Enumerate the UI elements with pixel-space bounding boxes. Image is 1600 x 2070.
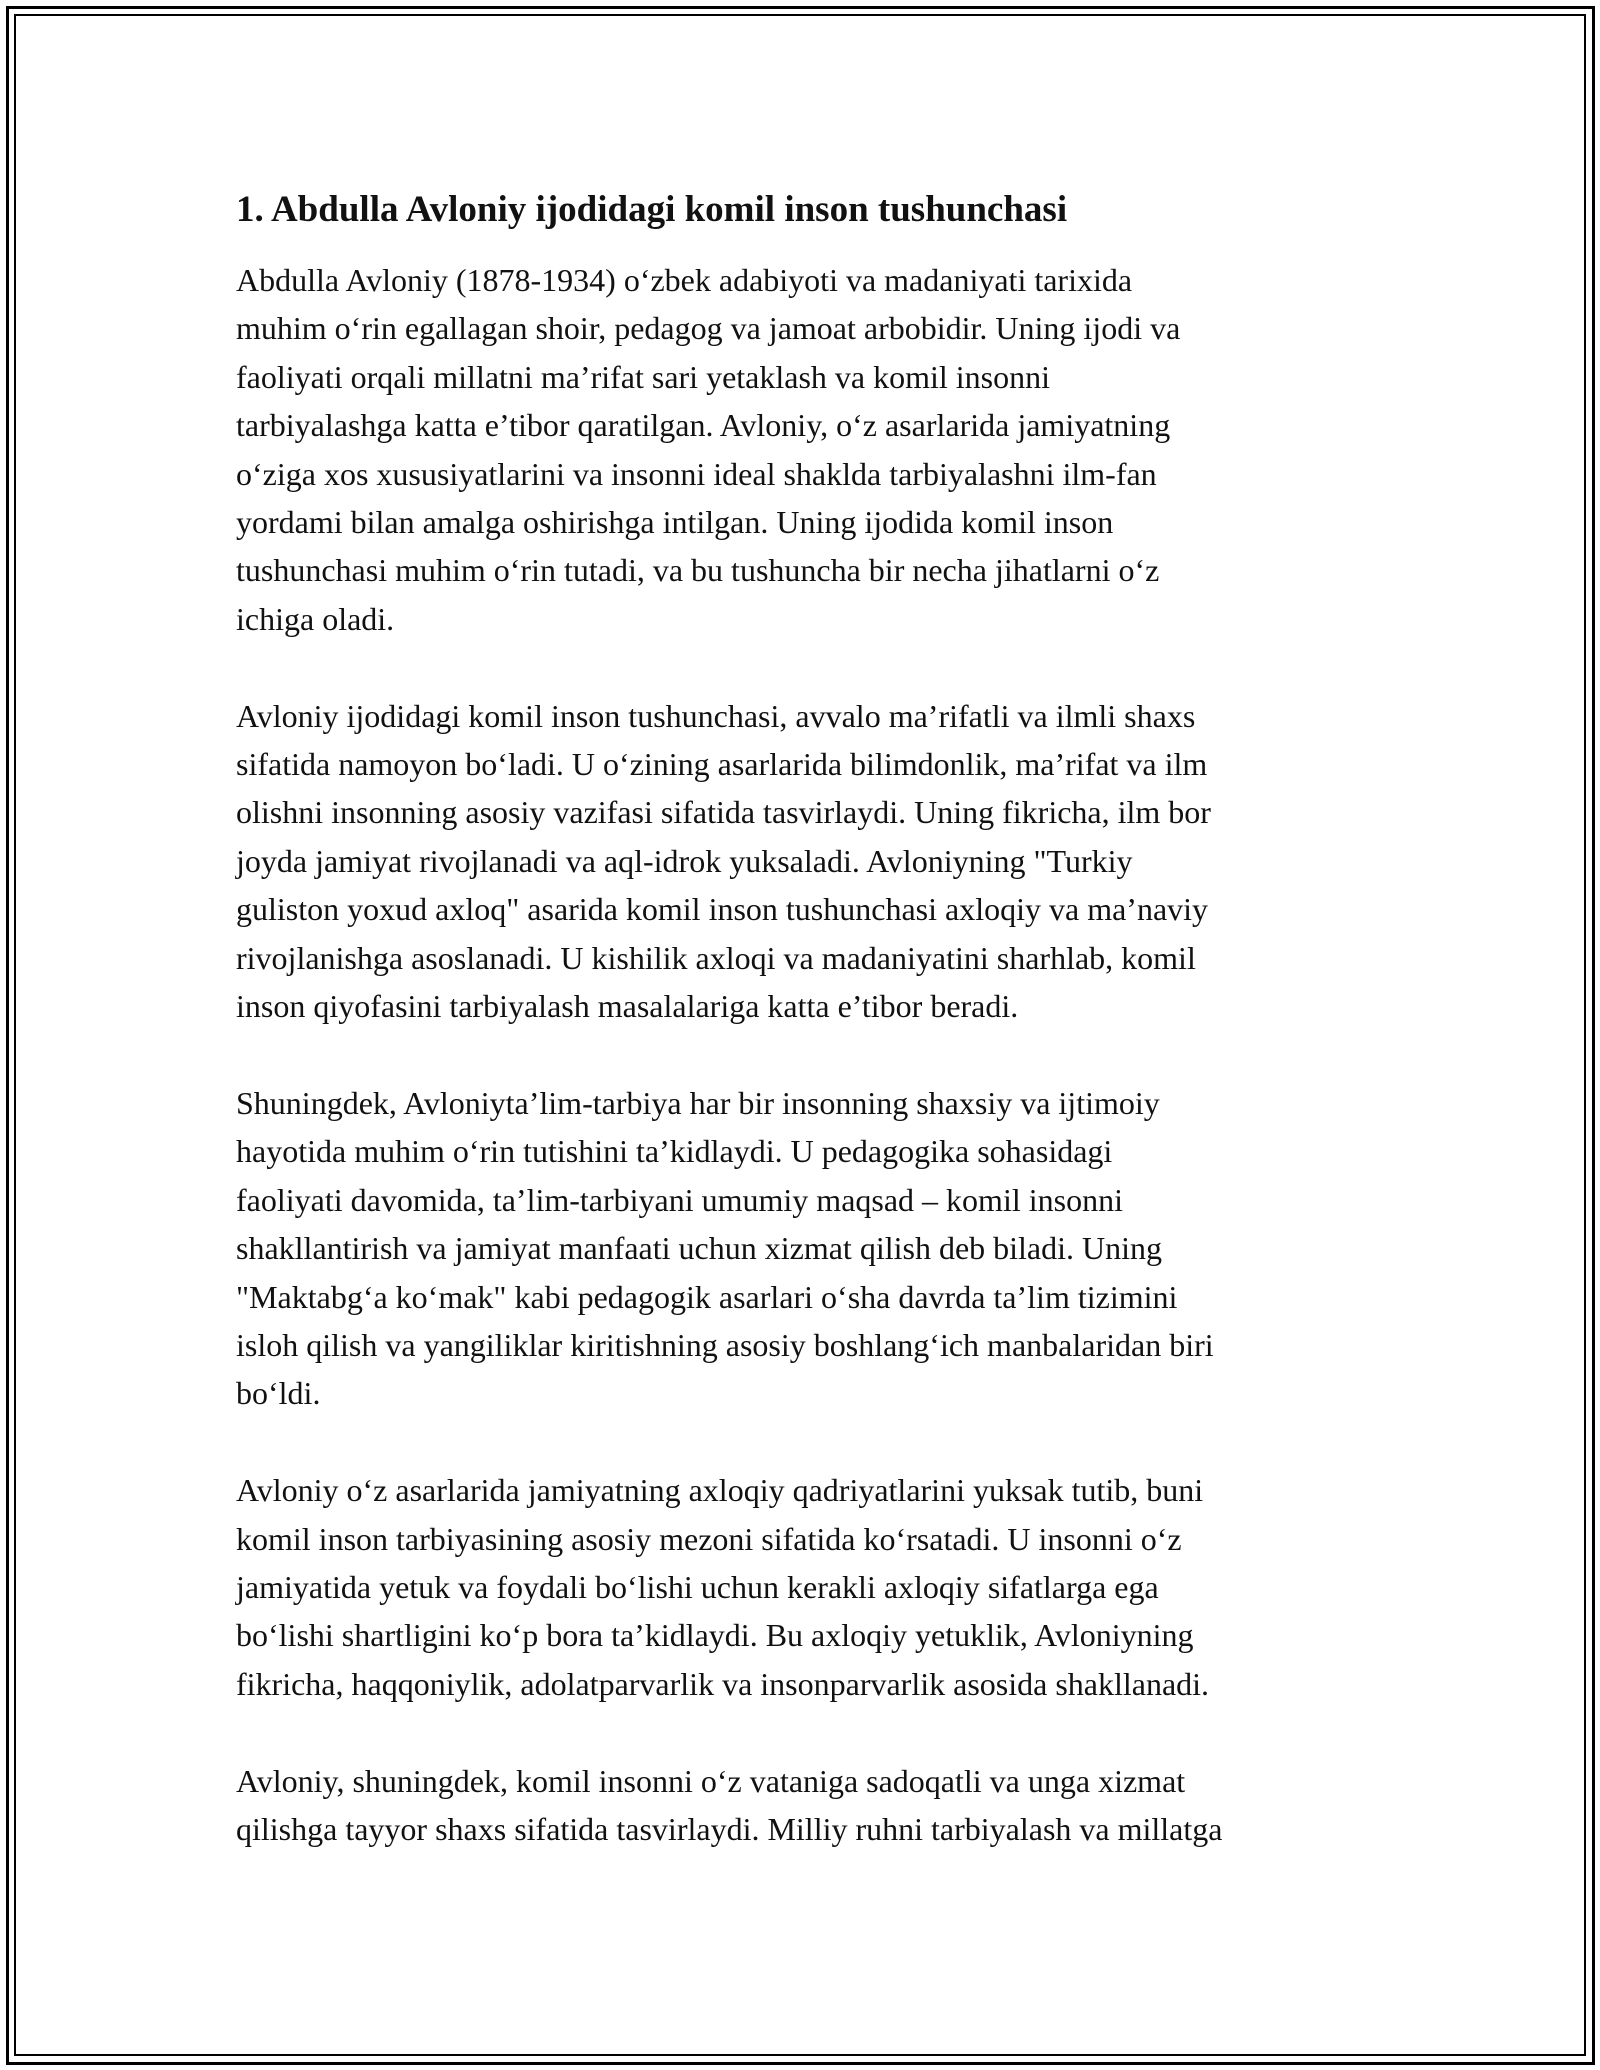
text-line: bo‘lishi shartligini ko‘p bora ta’kidlaydi. Bu axloqiy yetuklik, Avloniyning <box>236 1617 1194 1654</box>
text-line: tarbiyalashga katta e’tibor qaratilgan. Avloniy, o‘z asarlarida jamiyatning <box>236 407 1171 444</box>
text-line: tushunchasi muhim o‘rin tutadi, va bu tushuncha bir necha jihatlarni o‘z <box>236 552 1160 589</box>
paragraph-5 <box>236 1757 1376 1854</box>
text-line: bo‘ldi. <box>236 1375 321 1412</box>
text-line: muhim o‘rin egallagan shoir, pedagog va jamoat arbobidir. Uning ijodi va <box>236 310 1181 347</box>
document-body <box>236 186 1376 1902</box>
section-heading: 1. Abdulla Avloniy ijodidagi komil inson tushunchasi <box>236 189 1068 230</box>
text-line: inson qiyofasini tarbiyalash masalalariga katta e’tibor beradi. <box>236 988 1019 1025</box>
paragraph-3 <box>236 1079 1376 1418</box>
text-line: o‘ziga xos xususiyatlarini va insonni ideal shaklda tarbiyalashni ilm-fan <box>236 455 1157 492</box>
text-line: Abdulla Avloniy (1878-1934) o‘zbek adabiyoti va madaniyati tarixida <box>236 262 1133 298</box>
text-line: ichiga oladi. <box>236 600 395 637</box>
text-line: komil inson tarbiyasining asosiy mezoni sifatida ko‘rsatadi. U insonni o‘z <box>236 1520 1182 1557</box>
text-line: olishni insonning asosiy vazifasi sifatida tasvirlaydi. Uning fikricha, ilm bor <box>236 794 1211 831</box>
text-line: fikricha, haqqoniylik, adolatparvarlik va insonparvarlik asosida shakllanadi. <box>236 1665 1210 1702</box>
text-line: hayotida muhim o‘rin tutishini ta’kidlaydi. U pedagogika sohasidagi <box>236 1133 1113 1170</box>
paragraph-4 <box>236 1466 1376 1708</box>
text-line: Shuningdek, Avloniyta’lim-tarbiya har bir insonning shaxsiy va ijtimoiy <box>236 1084 1160 1121</box>
text-line: joyda jamiyat rivojlanadi va aql-idrok yuksaladi. Avloniyning "Turkiy <box>236 842 1133 879</box>
text-line: isloh qilish va yangiliklar kiritishning asosiy boshlang‘ich manbalaridan biri <box>236 1326 1214 1363</box>
text-line: shakllantirish va jamiyat manfaati uchun xizmat qilish deb biladi. Uning <box>236 1230 1163 1267</box>
text-line: faoliyati davomida, ta’lim-tarbiyani umumiy maqsad – komil insonni <box>236 1181 1123 1218</box>
text-line: jamiyatida yetuk va foydali bo‘lishi uchun kerakli axloqiy sifatlarga ega <box>236 1568 1159 1605</box>
text-line: Avloniy, shuningdek, komil insonni o‘z vataniga sadoqatli va unga xizmat <box>236 1762 1186 1799</box>
text-line: Avloniy o‘z asarlarida jamiyatning axloqiy qadriyatlarini yuksak tutib, buni <box>236 1472 1204 1509</box>
text-line: sifatida namoyon bo‘ladi. U o‘zining asarlarida bilimdonlik, ma’rifat va ilm <box>236 746 1208 783</box>
text-line: "Maktabg‘a ko‘mak" kabi pedagogik asarlari o‘sha davrda ta’lim tizimini <box>236 1278 1178 1315</box>
text-line: guliston yoxud axloq" asarida komil inson tushunchasi axloqiy va ma’naviy <box>236 891 1209 928</box>
text-line: rivojlanishga asoslanadi. U kishilik axloqi va madaniyatini sharhlab, komil <box>236 939 1196 976</box>
text-line: Avloniy ijodidagi komil inson tushunchasi, avvalo ma’rifatli va ilmli shaxs <box>236 697 1196 734</box>
paragraph-2 <box>236 692 1376 1031</box>
paragraph-1 <box>236 256 1376 643</box>
text-line: yordami bilan amalga oshirishga intilgan. Uning ijodida komil inson <box>236 504 1114 541</box>
text-line: qilishga tayyor shaxs sifatida tasvirlaydi. Milliy ruhni tarbiyalash va millatga <box>236 1810 1223 1847</box>
text-line: faoliyati orqali millatni ma’rifat sari yetaklash va komil insonni <box>236 358 1051 395</box>
